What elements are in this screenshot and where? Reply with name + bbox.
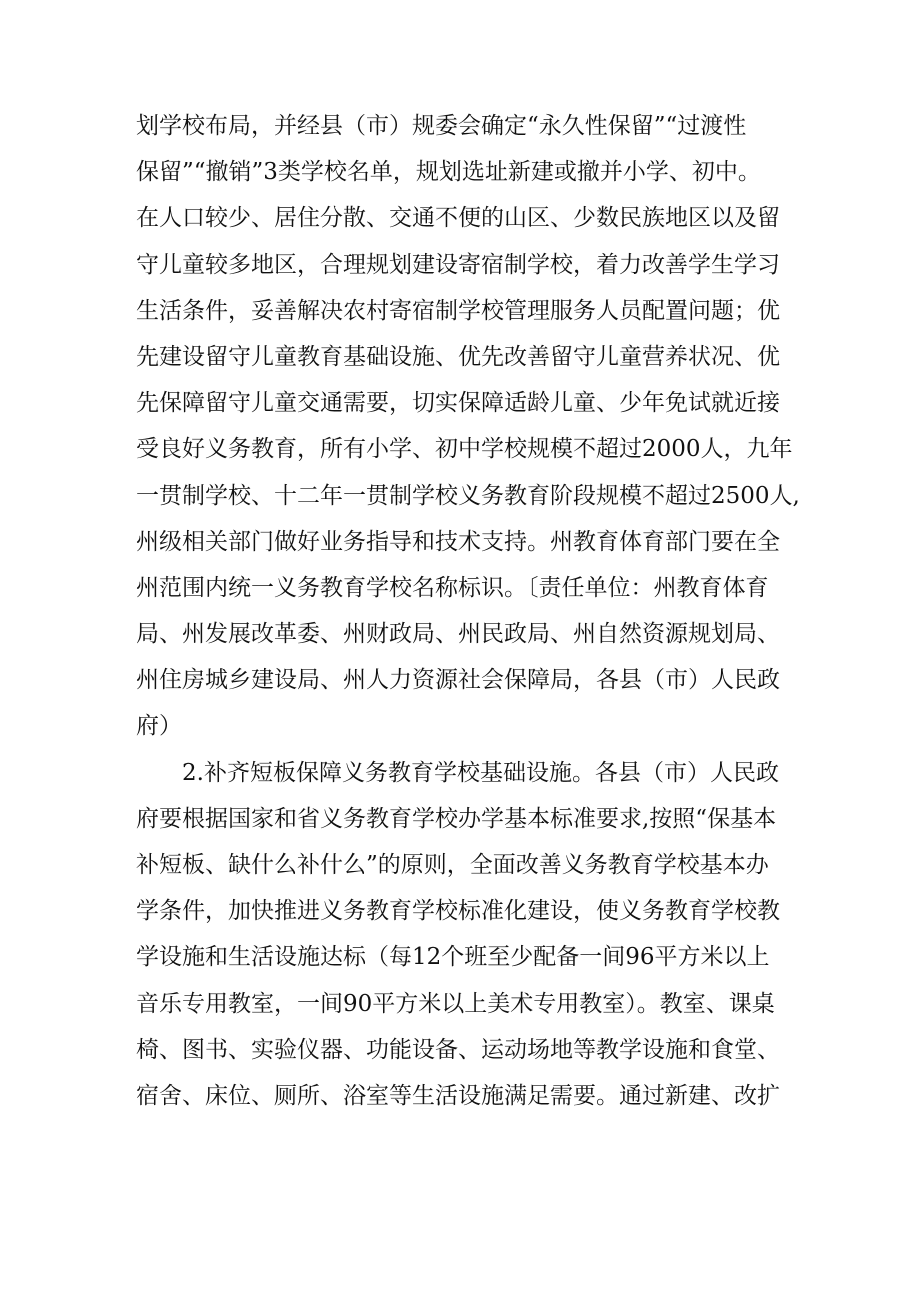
text-line: 学设施和生活设施达标（每12个班至少配备一间96平方米以上 xyxy=(136,944,770,971)
text-line: 受良好义务教育，所有小学、初中学校规模不超过2000人，九年 xyxy=(136,436,793,463)
document-body xyxy=(136,103,800,1119)
text-line: 州级相关部门做好业务指导和技术支持。州教育体育部门要在全 xyxy=(136,528,780,555)
text-line: 划学校布局，并经县（市）规委会确定“永久性保留”“过渡性 xyxy=(136,113,747,139)
section-heading-line: 2.补齐短板保障义务教育学校基础设施。各县（市）人民政 xyxy=(182,759,779,786)
text-line: 音乐专用教室，一间90平方米以上美术专用教室）。教室、课桌 xyxy=(136,990,775,1017)
text-line: 学条件，加快推进义务教育学校标准化建设，使义务教育学校教 xyxy=(136,898,780,925)
text-line: 宿舍、床位、厕所、浴室等生活设施满足需要。通过新建、改扩 xyxy=(136,1082,780,1109)
text-line: 在人口较少、居住分散、交通不便的山区、少数民族地区以及留 xyxy=(136,205,780,232)
text-line: 府） xyxy=(136,713,182,740)
text-line: 州范围内统一义务教育学校名称标识。〔责任单位：州教育体育 xyxy=(136,574,769,601)
text-line: 椅、图书、实验仪器、功能设备、运动场地等教学设施和食堂、 xyxy=(136,1036,780,1063)
text-line: 补短板、缺什么补什么”的原则，全面改善义务教育学校基本办 xyxy=(136,852,769,878)
text-line: 先保障留守儿童交通需要，切实保障适龄儿童、少年免试就近接 xyxy=(136,390,780,417)
text-line: 生活条件，妥善解决农村寄宿制学校管理服务人员配置问题；优 xyxy=(136,297,780,324)
text-line: 保留”“撤销”3类学校名单，规划选址新建或撤并小学、初中。 xyxy=(136,159,761,186)
text-line: 守儿童较多地区，合理规划建设寄宿制学校，着力改善学生学习 xyxy=(136,251,780,278)
text-line: 府要根据国家和省义务教育学校办学基本标准要求,按照“保基本 xyxy=(136,805,777,832)
text-line: 局、州发展改革委、州财政局、州民政局、州自然资源规划局、 xyxy=(136,621,780,648)
text-line: 先建设留守儿童教育基础设施、优先改善留守儿童营养状况、优 xyxy=(136,343,780,370)
text-line: 一贯制学校、十二年一贯制学校义务教育阶段规模不超过2500人, xyxy=(136,482,800,509)
text-line: 州住房城乡建设局、州人力资源社会保障局，各县（市）人民政 xyxy=(136,667,780,694)
